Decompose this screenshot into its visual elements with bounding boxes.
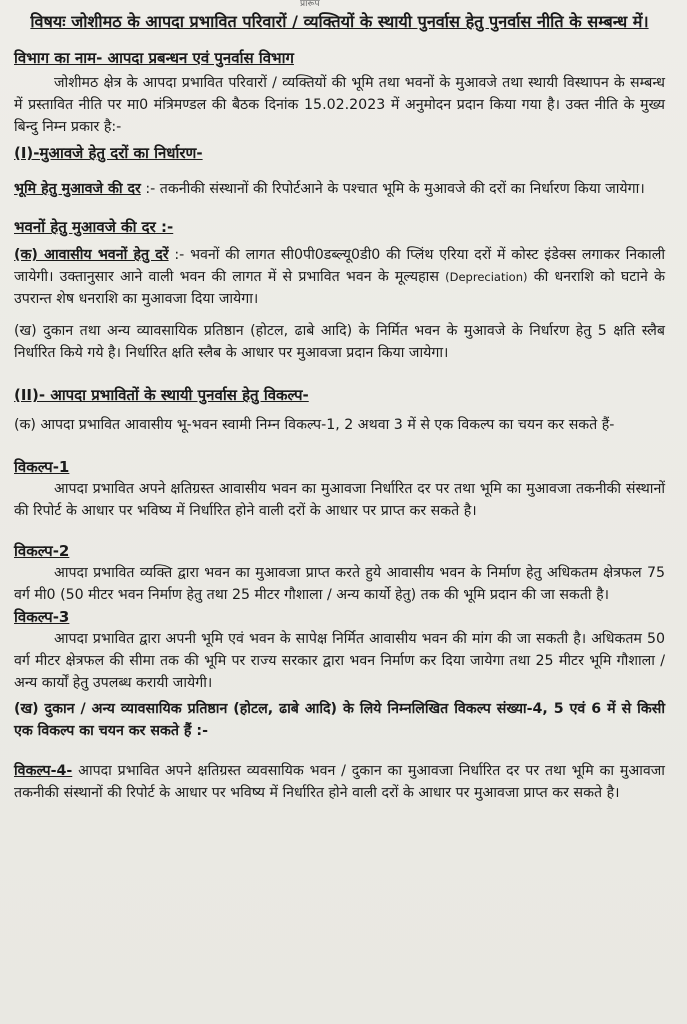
option4-text: आपदा प्रभावित अपने क्षतिग्रस्त व्यवसायिक भवन / दुकान का मुआवजा निर्धारित दर पर तथा भूमि का मुआवजा तकनीकी संस्थानों की रिपोर्ट के आधार पर भविष्य में निर्धारित होने वाली दरों के आधार पर मुआवजा प्राप्त कर सकते है। [14, 763, 665, 801]
option2-text: आपदा प्रभावित व्यक्ति द्वारा भवन का मुआवजा प्राप्त करते हुये आवासीय भवन के निर्माण हेतु अधिकतम क्षेत्रफल 75 वर्ग मी0 (50 मीटर भवन निर्माण हेतु तथा 25 मीटर गौशाला / अन्य कार्यो हेतु) तक की भूमि प्रदान की जा सकती है। [14, 565, 665, 603]
residential-rate-text-b: की धनराशि को घटाने के उपरान्त शेष धनराशि का मुआवजा दिया जायेगा। [14, 269, 666, 307]
section1-heading: (I)-मुआवजे हेतु दरों का निर्धारण- [14, 144, 203, 162]
department-name: विभाग का नाम- आपदा प्रबन्धन एवं पुनर्वास विभाग [14, 49, 294, 67]
option3-label: विकल्प-3 [14, 608, 70, 626]
land-rate-label: भूमि हेतु मुआवजे की दर [14, 181, 141, 197]
intro-paragraph: जोशीमठ क्षेत्र के आपदा प्रभावित परिवारों / व्यक्तियों की भूमि तथा भवनों के मुआवजे तथा स्थायी विस्थापन के सम्बन्ध में प्रस्तावित नीति पर मा0 मंत्रिमण्डल की बैठक दिनांक 15.02.2023 में अनुमोदन प्रदान किया गया है। उक्त नीति के मुख्य बिन्दु निम्न प्रकार है:- [14, 75, 665, 135]
option2-label: विकल्प-2 [14, 542, 70, 560]
section2-heading: (II)- आपदा प्रभावितों के स्थायी पुनर्वास हेतु विकल्प- [14, 386, 309, 404]
option1-text: आपदा प्रभावित अपने क्षतिग्रस्त आवासीय भवन का मुआवजा निर्धारित दर पर तथा भूमि का मुआवजा तकनीकी संस्थानों की रिपोर्ट के आधार पर भविष्य में निर्धारित होने वाली दरों के आधार पर प्राप्त कर सकते है। [14, 481, 665, 519]
land-rate-text: :- तकनीकी संस्थानों की रिपोर्टआने के पश्चात भूमि के मुआवजे की दरों का निर्धारण किया जायेगा। [145, 181, 645, 197]
option4-paragraph [14, 760, 665, 804]
option1-label: विकल्प-1 [14, 458, 70, 476]
section2-intro: (क) आपदा प्रभावित आवासीय भू-भवन स्वामी निम्न विकल्प-1, 2 अथवा 3 में से एक विकल्प का चयन कर सकते हैं- [14, 417, 615, 433]
land-rate-paragraph [14, 178, 665, 200]
document-title: विषयः जोशीमठ के आपदा प्रभावित परिवारों / व्यक्तियों के स्थायी पुनर्वास हेतु पुनर्वास नीति के सम्बन्ध में। [30, 12, 649, 31]
residential-rate-paragraph [14, 244, 665, 310]
option3-text: आपदा प्रभावित द्वारा अपनी भूमि एवं भवन के सापेक्ष निर्मित आवासीय भवन की मांग की जा सकती है। अधिकतम 50 वर्ग मीटर क्षेत्रफल की सीमा तक की भूमि पर राज्य सरकार द्वारा भवन निर्माण कर दिया जायेगा तथा 25 मीटर भूमि गौशाला / अन्य कार्यों हेतु उपलब्ध करायी जायेगी। [14, 631, 665, 691]
residential-rate-text-a: :- भवनों की लागत सी0पी0डब्ल्यू0डी0 की प्लिंथ एरिया दरों में कोस्ट इंडेक्स लगाकर निकाली जायेगी। उक्तानुसार आने वाली भवन की लागत में से प्रभावित भवन के मूल्यहास [14, 247, 665, 285]
option4-label: विकल्प-4- [14, 763, 73, 779]
buildings-rate-heading: भवनों हेतु मुआवजे की दर :- [14, 218, 174, 236]
commercial-options-intro: (ख) दुकान / अन्य व्यावसायिक प्रतिष्ठान (होटल, ढाबे आदि) के लिये निम्नलिखित विकल्प संख्या-4, 5 एवं 6 में से किसी एक विकल्प का चयन कर सकते हैं :- [14, 701, 665, 739]
residential-rate-label: (क) आवासीय भवनों हेतु दरें [14, 247, 169, 263]
commercial-rate-paragraph: (ख) दुकान तथा अन्य व्यावसायिक प्रतिष्ठान (होटल, ढाबे आदि) के निर्मित भवन के मुआवजे के निर्धारण हेतु 5 क्षति स्लैब निर्धारित किये गये है। निर्धारित क्षति स्लैब के आधार पर मुआवजा प्रदान किया जायेगा। [14, 323, 665, 361]
depreciation-term: (Depreciation) [445, 270, 528, 284]
top-mark: प्रारूप [300, 0, 320, 8]
